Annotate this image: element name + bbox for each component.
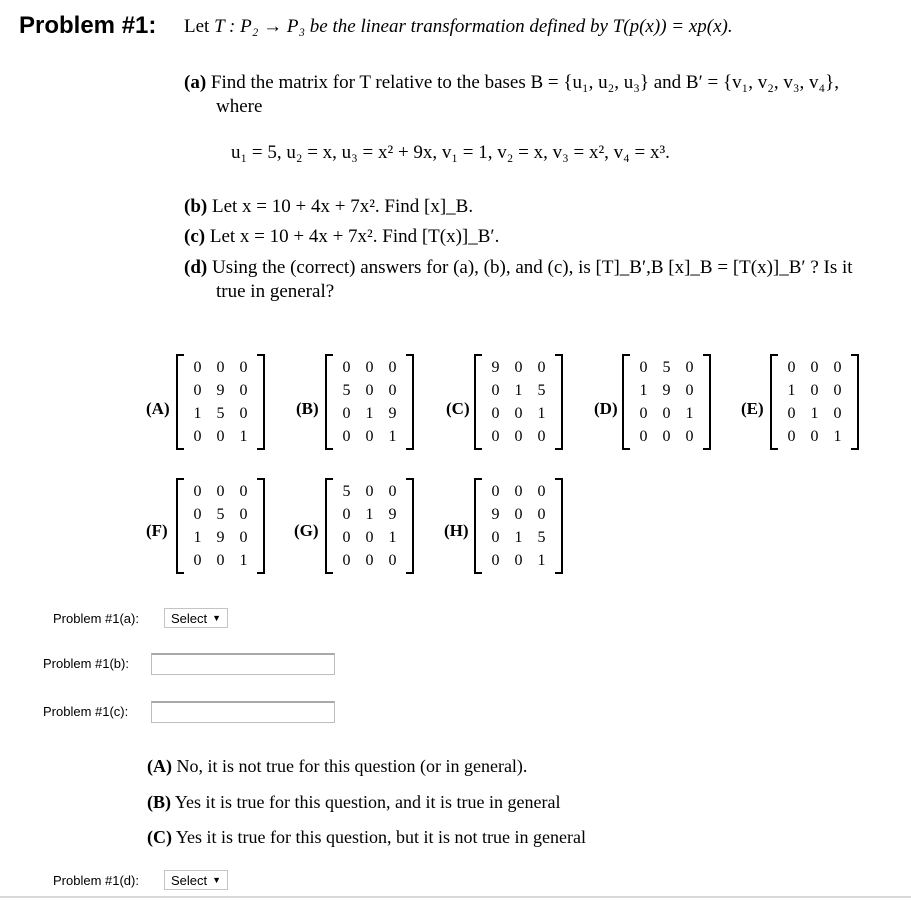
part-d-text2: true in general? (216, 281, 335, 302)
matrix-cell: 1 (537, 551, 546, 569)
problem-statement (184, 16, 733, 38)
matrix-cell: 9 (388, 505, 397, 523)
matrix-a (176, 354, 265, 450)
answer-d-select[interactable] (164, 870, 228, 890)
part-d-label: (d) (184, 257, 208, 278)
matrix-h-label: (H) (444, 521, 469, 540)
matrix-cell: 0 (216, 551, 225, 569)
matrix-e (770, 354, 859, 450)
matrix-cell: 0 (491, 551, 500, 569)
problem-title: Problem #1: (19, 12, 157, 39)
matrix-cell: 1 (388, 528, 397, 546)
matrix-cell: 0 (193, 551, 202, 569)
matrix-cell: 1 (239, 551, 248, 569)
part-a-basis: u₁ = 5, u₂ = x, u₃ = x² + 9x, v₁ = 1, v₂ = x, v₃ = x², v₄ = x³. (231, 142, 670, 163)
matrix-cell: 1 (833, 427, 842, 445)
matrix-cell: 0 (388, 358, 397, 376)
matrix-cell: 0 (388, 482, 397, 500)
matrix-cell: 1 (514, 381, 523, 399)
answer-c-label: Problem #1(c): (43, 704, 129, 719)
matrix-cell: 5 (342, 482, 351, 500)
matrix-cell: 1 (537, 404, 546, 422)
matrix-cell: 5 (662, 358, 671, 376)
matrix-cell: 0 (537, 427, 546, 445)
matrix-cell: 1 (787, 381, 796, 399)
matrix-cell: 0 (491, 482, 500, 500)
matrix-cell: 0 (639, 404, 648, 422)
matrix-cell: 0 (810, 381, 819, 399)
answer-a-select[interactable] (164, 608, 228, 628)
part-d-text: Using the (correct) answers for (a), (b), and (c), is [T]_B′,B [x]_B = [T(x)]_B′ ? Is it (211, 257, 853, 278)
matrix-cell: 0 (365, 427, 374, 445)
matrix-b (325, 354, 414, 450)
matrix-e-label: (E) (741, 399, 764, 418)
option-d-a-label: (A) (147, 756, 172, 776)
matrix-cell: 0 (685, 427, 694, 445)
answer-b-input[interactable] (151, 653, 335, 675)
option-d-a (147, 756, 527, 777)
matrix-cell: 5 (216, 505, 225, 523)
matrix-c (474, 354, 563, 450)
matrix-cell: 5 (537, 528, 546, 546)
matrix-cell: 0 (342, 505, 351, 523)
answer-d-select-value: Select (171, 872, 208, 888)
matrix-cell: 0 (514, 404, 523, 422)
answer-d-label: Problem #1(d): (53, 873, 139, 888)
answer-c-input[interactable] (151, 701, 335, 723)
option-d-c (147, 827, 586, 848)
matrix-cell: 1 (514, 528, 523, 546)
matrix-cell: 1 (239, 427, 248, 445)
matrix-cell: 0 (662, 427, 671, 445)
option-d-c-text: Yes it is true for this question, but it is not true in general (175, 827, 586, 847)
matrix-cell: 0 (833, 358, 842, 376)
matrix-cell: 0 (239, 381, 248, 399)
matrix-cell: 0 (662, 404, 671, 422)
matrix-cell: 9 (491, 358, 500, 376)
matrix-cell: 0 (514, 427, 523, 445)
matrix-cell: 0 (685, 358, 694, 376)
matrix-cell: 5 (216, 404, 225, 422)
matrix-f (176, 478, 265, 574)
matrix-cell: 0 (514, 358, 523, 376)
dropdown-arrow-icon: ▼ (212, 613, 222, 623)
matrix-g-label: (G) (294, 521, 319, 540)
part-a-where: where (216, 96, 263, 117)
matrix-cell: 0 (193, 381, 202, 399)
matrix-cell: 0 (685, 381, 694, 399)
option-d-b (147, 792, 560, 813)
matrix-cell: 0 (193, 358, 202, 376)
matrix-d-label: (D) (594, 399, 618, 418)
part-b-label: (b) (184, 196, 208, 217)
option-d-b-label: (B) (147, 792, 171, 812)
dropdown-arrow-icon: ▼ (212, 875, 222, 885)
option-d-b-text: Yes it is true for this question, and it is true in general (174, 792, 561, 812)
part-b-text: Let x = 10 + 4x + 7x². Find [x]_B. (211, 196, 474, 217)
matrix-cell: 0 (239, 528, 248, 546)
matrix-d (622, 354, 711, 450)
matrix-h (474, 478, 563, 574)
matrix-cell: 1 (193, 404, 202, 422)
matrix-cell: 0 (388, 381, 397, 399)
matrix-cell: 1 (810, 404, 819, 422)
matrix-cell: 9 (216, 381, 225, 399)
part-c-text: Let x = 10 + 4x + 7x². Find [T(x)]_B′. (209, 226, 500, 247)
matrix-cell: 0 (537, 482, 546, 500)
matrix-cell: 0 (342, 427, 351, 445)
matrix-cell: 0 (342, 358, 351, 376)
matrix-cell: 0 (239, 404, 248, 422)
matrix-cell: 0 (342, 551, 351, 569)
answer-a-select-value: Select (171, 610, 208, 626)
matrix-cell: 5 (537, 381, 546, 399)
matrix-cell: 0 (537, 505, 546, 523)
matrix-cell: 0 (388, 551, 397, 569)
matrix-cell: 0 (193, 427, 202, 445)
matrix-cell: 0 (787, 427, 796, 445)
matrix-cell: 0 (365, 381, 374, 399)
matrix-cell: 9 (662, 381, 671, 399)
matrix-cell: 0 (833, 404, 842, 422)
matrix-c-label: (C) (446, 399, 470, 418)
part-c-label: (c) (184, 226, 206, 247)
matrix-cell: 0 (787, 404, 796, 422)
bottom-divider (0, 896, 911, 898)
matrix-cell: 0 (787, 358, 796, 376)
statement-body: T : P₂ → P₃ be the linear transformation defined by T(p(x)) = xp(x). (214, 16, 733, 37)
matrix-cell: 0 (833, 381, 842, 399)
matrix-cell: 0 (193, 482, 202, 500)
answer-b-label: Problem #1(b): (43, 656, 129, 671)
matrix-f-label: (F) (146, 521, 168, 540)
matrix-cell: 0 (639, 358, 648, 376)
matrix-cell: 0 (239, 482, 248, 500)
option-d-c-label: (C) (147, 827, 172, 847)
matrix-cell: 1 (365, 404, 374, 422)
matrix-cell: 1 (193, 528, 202, 546)
matrix-cell: 0 (491, 404, 500, 422)
part-a (184, 72, 839, 94)
matrix-cell: 0 (365, 551, 374, 569)
matrix-cell: 0 (365, 528, 374, 546)
part-a-text: Find the matrix for T relative to the bases B = {u₁, u₂, u₃} and B′ = {v₁, v₂, v₃, v₄}, (210, 72, 839, 93)
matrix-cell: 1 (388, 427, 397, 445)
matrix-cell: 0 (239, 505, 248, 523)
matrix-cell: 9 (491, 505, 500, 523)
matrix-cell: 5 (342, 381, 351, 399)
matrix-cell: 0 (342, 528, 351, 546)
matrix-cell: 9 (216, 528, 225, 546)
matrix-cell: 0 (491, 427, 500, 445)
statement-prefix: Let (184, 16, 210, 37)
matrix-cell: 0 (810, 358, 819, 376)
matrix-cell: 0 (193, 505, 202, 523)
matrix-cell: 0 (514, 551, 523, 569)
answer-a-label: Problem #1(a): (53, 611, 139, 626)
part-d (184, 257, 853, 279)
matrix-cell: 0 (216, 427, 225, 445)
matrix-cell: 0 (810, 427, 819, 445)
matrix-cell: 0 (365, 358, 374, 376)
matrix-cell: 0 (537, 358, 546, 376)
matrix-cell: 0 (491, 528, 500, 546)
matrix-cell: 0 (514, 482, 523, 500)
matrix-cell: 0 (239, 358, 248, 376)
matrix-cell: 0 (342, 404, 351, 422)
matrix-cell: 0 (216, 482, 225, 500)
matrix-cell: 1 (365, 505, 374, 523)
matrix-a-label: (A) (146, 399, 170, 418)
matrix-cell: 0 (365, 482, 374, 500)
part-a-label: (a) (184, 72, 207, 93)
matrix-b-label: (B) (296, 399, 319, 418)
part-c (184, 226, 499, 248)
matrix-cell: 9 (388, 404, 397, 422)
matrix-cell: 0 (491, 381, 500, 399)
part-b (184, 196, 473, 218)
matrix-cell: 0 (514, 505, 523, 523)
matrix-cell: 1 (685, 404, 694, 422)
option-d-a-text: No, it is not true for this question (or in general). (176, 756, 528, 776)
matrix-g (325, 478, 414, 574)
matrix-cell: 0 (216, 358, 225, 376)
matrix-cell: 0 (639, 427, 648, 445)
matrix-cell: 1 (639, 381, 648, 399)
